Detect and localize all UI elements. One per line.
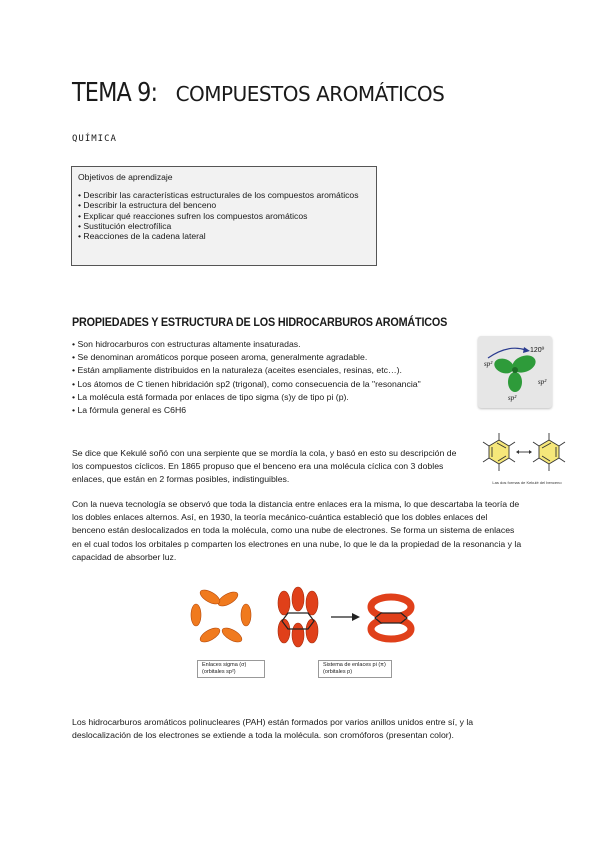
sp2-orbital-figure <box>478 336 552 408</box>
section-heading: PROPIEDADES Y ESTRUCTURA DE LOS HIDROCARBUROS AROMÁTICOS <box>72 315 448 329</box>
property-item: • La molécula está formada por enlaces de tipo sigma (s)y de tipo pi (p). <box>72 391 349 402</box>
objective-item: • Describir la estructura del benceno <box>78 200 217 211</box>
objective-item: • Explicar qué reacciones sufren los compuestos aromáticos <box>78 210 308 221</box>
property-item: • Se denominan aromáticos porque poseen aroma, generalmente agradable. <box>72 352 368 363</box>
orbital-label-bottom: sp² <box>508 394 517 402</box>
delocalization-paragraph: Con la nueva tecnología se observó que toda la distancia entre enlaces era la misma, lo que descartaba la teoría de los dobles enlaces alternos. Así, en 1930, la teoría mecánico-cuántica estableció que los dobles enlaces del benceno están deslocalizados en toda la molécula, como una nube de electrones. Se forma un sistema de enlaces en el cual todos los orbitales p comparten los electrones en una nube, lo que le da la propiedad de la resonancia y la capacidad de absorber luz. <box>72 499 522 562</box>
properties-list <box>72 338 467 417</box>
objectives-box <box>71 166 377 266</box>
kekule-paragraph: Se dice que Kekulé soñó con una serpiente que se mordía la cola, y basó en esto su descripción de los compuestos cíclicos. En 1865 propuso que el benceno era una molécula cíclica con 3 dobles enlaces, que están en 2 formas posibles, indistinguibles. <box>72 448 457 485</box>
kekule-caption: Las dos formas de Kekulé del benceno <box>492 480 562 485</box>
property-item: • Son hidrocarburos con estructuras altamente insaturadas. <box>72 339 301 349</box>
orbital-label-left: sp² <box>484 360 493 368</box>
benzene-orbitals-figure <box>186 585 436 655</box>
orbital-label-right: sp² <box>538 378 547 386</box>
objective-item: • Reacciones de la cadena lateral <box>78 231 206 242</box>
property-item: • Están ampliamente distribuidos en la naturaleza (aceites esenciales, resinas, etc…). <box>72 365 402 376</box>
subject-label: QUÍMICA <box>72 134 117 144</box>
objective-item: • Sustitución electrofílica <box>78 220 172 231</box>
pah-paragraph: Los hidrocarburos aromáticos polinucleares (PAH) están formados por varios anillos unidos entre sí, y la deslocalización de los electrones se extiende a toda la molécula. son cromóforos (presentan color). <box>72 717 474 741</box>
property-item: • La fórmula general es C6H6 <box>72 405 187 416</box>
page-title <box>72 78 444 108</box>
objectives-list <box>78 190 370 241</box>
sigma-bonds-caption: Enlaces sigma (σ) (orbitales sp²) <box>197 660 265 678</box>
title-sub: COMPUESTOS AROMÁTICOS <box>175 82 445 106</box>
orbital-angle-label: 120º <box>530 347 545 354</box>
pi-system-caption: Sistema de enlaces pi (π) (orbitales p) <box>318 660 392 678</box>
property-item: • Los átomos de C tienen hibridación sp2 (trigonal), como consecuencia de la "resonancia" <box>72 378 421 389</box>
title-main: TEMA 9: <box>72 78 158 108</box>
objective-item: • Describir las características estructurales de los compuestos aromáticos <box>78 190 359 201</box>
objectives-title: Objetivos de aprendizaje <box>78 172 173 182</box>
